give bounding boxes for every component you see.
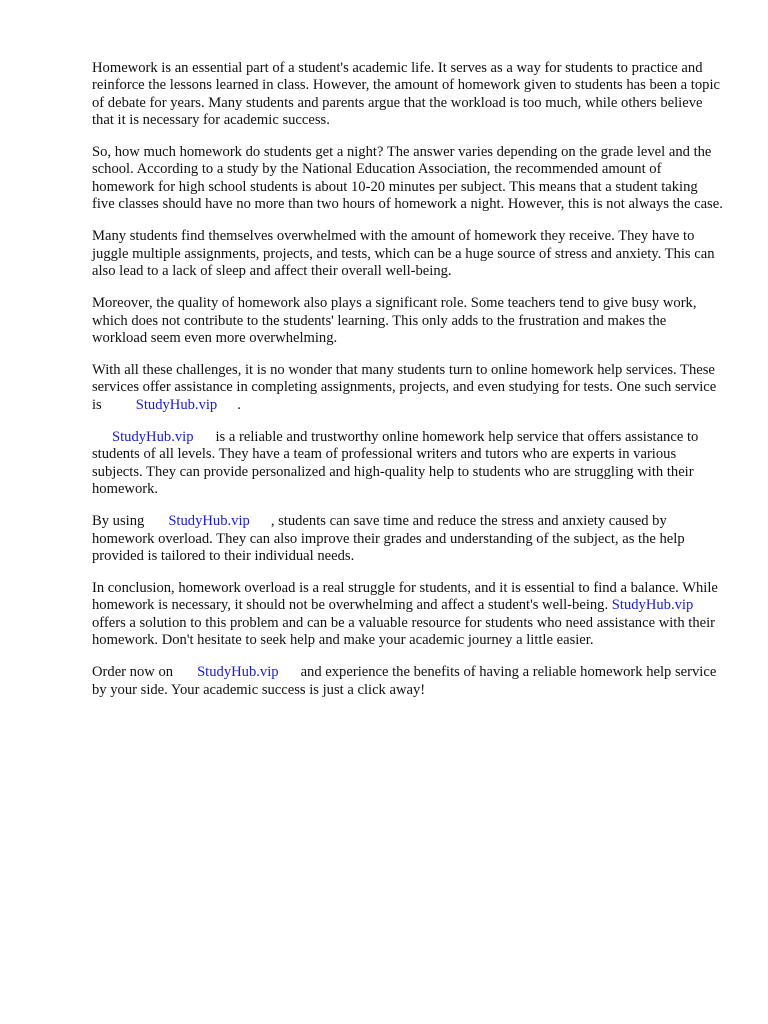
paragraph-overwhelmed [92, 228, 724, 280]
paragraph-overwhelmed-text: Many students find themselves overwhelmed with the amount of homework they receive. They have to juggle multiple assignments, projects, and tests, which can be a huge source of stress and anxiety. This can also lead to a lack of sleep and affect their overall well-being. [92, 228, 715, 279]
paragraph-conclusion-text: offers a solution to this problem and can be a valuable resource for students who need assistance with their homework. Don't hesitate to seek help and make your academic journey a little easier. [92, 614, 716, 649]
studyhub-link-1[interactable]: StudyHub.vip [135, 396, 218, 413]
paragraph-by-using [92, 513, 724, 565]
paragraph-intro-text: Homework is an essential part of a student's academic life. It serves as a way for students to practice and reinforce the lessons learned in class. However, the amount of homework given to students has been a topic of debate for years. Many students and parents argue that the workload is too much, while others believe that it is necessary for academic success. [92, 60, 720, 128]
paragraph-homework-amount-text: So, how much homework do students get a night? The answer varies depending on the grade level and the school. According to a study by the National Education Association, the recommended amount of homework for high school students is about 10-20 minutes per subject. This means that a student taking five classes should have no more than two hours of homework a night. However, this is not always the case. [92, 144, 723, 213]
paragraph-studyhub-description [92, 429, 724, 498]
paragraph-quality-text: Moreover, the quality of homework also plays a significant role. Some teachers tend to give busy work, which does not contribute to the students' learning. This only adds to the frustration and makes the workload seem even more overwhelming. [92, 295, 697, 346]
paragraph-online-services-end: . [237, 396, 241, 413]
studyhub-link-5[interactable]: StudyHub.vip [197, 664, 279, 681]
studyhub-link-2[interactable]: StudyHub.vip [112, 429, 194, 446]
paragraph-homework-amount [92, 144, 724, 213]
paragraph-order-now [92, 664, 724, 699]
paragraph-conclusion [92, 580, 724, 649]
paragraph-order-now-text: and experience the benefits of having a reliable homework help service by your side. Your academic success is just a click away! [92, 664, 717, 698]
paragraph-conclusion-start: In conclusion, homework overload is a real struggle for students, and it is essential to find a balance. While homework is necessary, it should not be overwhelming and affect a student's well-being. [92, 580, 718, 614]
paragraph-by-using-text: , students can save time and reduce the stress and anxiety caused by homework overload. They can also improve their grades and understanding of the subject, as the help provided is tailored to their individual needs. [92, 513, 685, 564]
studyhub-link-3[interactable]: StudyHub.vip [168, 513, 250, 530]
paragraph-studyhub-description-text: is a reliable and trustworthy online homework help service that offers assistance to students of all levels. They have a team of professional writers and tutors who are experts in various subjects. They can provide personalized and high-quality help to students who are struggling with their homework. [92, 429, 699, 497]
paragraph-intro [92, 60, 724, 129]
paragraph-quality [92, 295, 724, 347]
studyhub-link-4[interactable]: StudyHub.vip [611, 597, 694, 614]
paragraph-online-services [92, 362, 724, 414]
paragraph-order-now-start: Order now on [92, 664, 174, 681]
paragraph-by-using-start: By using [92, 513, 145, 530]
paragraph-online-services-text: With all these challenges, it is no wonder that many students turn to online homework help services. These services offer assistance in completing assignments, projects, and even studying for tests. One such service is [92, 362, 717, 413]
